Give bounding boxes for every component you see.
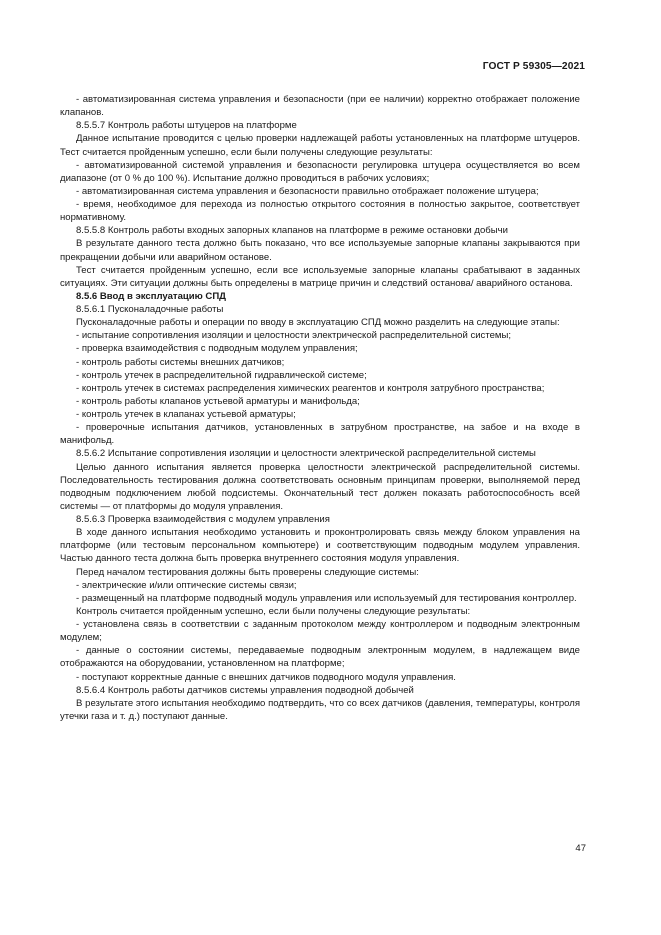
list-item: - поступают корректные данные с внешних датчиков подводного модуля управления. xyxy=(76,671,456,683)
paragraph: В ходе данного испытания необходимо установить и проконтролировать связь между блоком управления на платформе (или тестовым персональном компьютере) и соответствующим подводным модулем управления. Частью данного теста должна быть проверка внутреннего состояния модуля управления. xyxy=(60,527,580,565)
section-heading: 8.5.5.8 Контроль работы входных запорных клапанов на платформе в режиме остановки добычи xyxy=(76,225,508,237)
list-item: - размещенный на платформе подводный модуль управления или используемый для тестирования контроллер. xyxy=(76,592,577,604)
paragraph: Перед началом тестирования должны быть проверены следующие системы: xyxy=(76,566,419,578)
paragraph: В результате данного теста должно быть показано, что все используемые запорные клапаны закрываются при прекращении добычи или аварийном останове. xyxy=(60,238,580,263)
section-heading: 8.5.6.3 Проверка взаимодействия с модулем управления xyxy=(76,514,330,525)
section-heading: 8.5.6.4 Контроль работы датчиков системы управления подводной добычей xyxy=(76,684,414,696)
paragraph: Контроль считается пройденным успешно, если были получены следующие результаты: xyxy=(76,605,471,617)
list-item: - проверка взаимодействия с подводным модулем управления; xyxy=(76,343,358,355)
list-item: - контроль работы системы внешних датчиков; xyxy=(76,356,285,368)
section-heading-bold: 8.5.6 Ввод в эксплуатацию СПД xyxy=(76,290,226,302)
section-heading: 8.5.6.2 Испытание сопротивления изоляции и целостности электрической распределительной системы xyxy=(76,448,536,460)
list-item: - время, необходимое для перехода из полностью открытого состояния в полностью закрытое, соответствует нормативному. xyxy=(60,199,580,224)
list-item: - данные о состоянии системы, передаваемые подводным электронным модулем, в надлежащем виде отображаются на оборудовании, установленном на платформе; xyxy=(60,645,580,670)
section-heading: 8.5.5.7 Контроль работы штуцеров на платформе xyxy=(76,120,297,132)
paragraph: Тест считается пройденным успешно, если все используемые запорные клапаны срабатывают в заданных ситуациях. Эти ситуации должны быть определены в матрице причин и следствий останова/ аварийного останова. xyxy=(60,264,580,289)
list-item: - контроль работы клапанов устьевой арматуры и манифольда; xyxy=(76,395,360,407)
section-heading: 8.5.6.1 Пусконаладочные работы xyxy=(76,304,224,315)
paragraph: Пусконаладочные работы и операции по вводу в эксплуатацию СПД можно разделить на следующие этапы: xyxy=(76,317,560,329)
list-item: - контроль утечек в клапанах устьевой арматуры; xyxy=(76,409,296,420)
paragraph: В результате этого испытания необходимо подтвердить, что со всех датчиков (давления, температуры, контроля утечки газа и т. д.) поступают данные. xyxy=(60,697,580,722)
list-item: - контроль утечек в системах распределения химических реагентов и контроля затрубного пространства; xyxy=(76,382,545,394)
paragraph: Целью данного испытания является проверка целостности электрической распределительной системы. Последовательность тестирования должна соответствовать основным принципам проверки, выполняемой перед подводным подключением любой подсистемы. Окончательный тест должен показать работоспособность всей системы — от платформы до модуля управления. xyxy=(60,461,580,512)
document-header: ГОСТ Р 59305—2021 xyxy=(482,61,585,72)
list-item: - автоматизированной системой управления и безопасности регулировка штуцера осуществляется во всем диапазоне (от 0 % до 100 %). Испытание должно проводиться в рабочих условиях; xyxy=(60,159,580,184)
page-number: 47 xyxy=(575,843,586,854)
list-item: - автоматизированная система управления и безопасности (при ее наличии) корректно отображает положение клапанов. xyxy=(60,94,580,119)
list-item: - электрические и/или оптические системы связи; xyxy=(76,579,297,591)
list-item: - испытание сопротивления изоляции и целостности электрической распределительной системы; xyxy=(76,330,511,342)
list-item: - проверочные испытания датчиков, установленных в затрубном пространстве, на забое и на входе в манифольд. xyxy=(60,422,580,447)
list-item: - установлена связь в соответствии с заданным протоколом между контроллером и подводным электронным модулем; xyxy=(60,619,580,644)
document-body xyxy=(60,93,580,723)
paragraph: Данное испытание проводится с целью проверки надлежащей работы установленных на платформе штуцеров. Тест считается пройденным успешно, если были получены следующие результаты: xyxy=(60,133,580,158)
list-item: - автоматизированная система управления и безопасности правильно отображает положение штуцера; xyxy=(76,185,539,197)
list-item: - контроль утечек в распределительной гидравлической системе; xyxy=(76,369,367,381)
